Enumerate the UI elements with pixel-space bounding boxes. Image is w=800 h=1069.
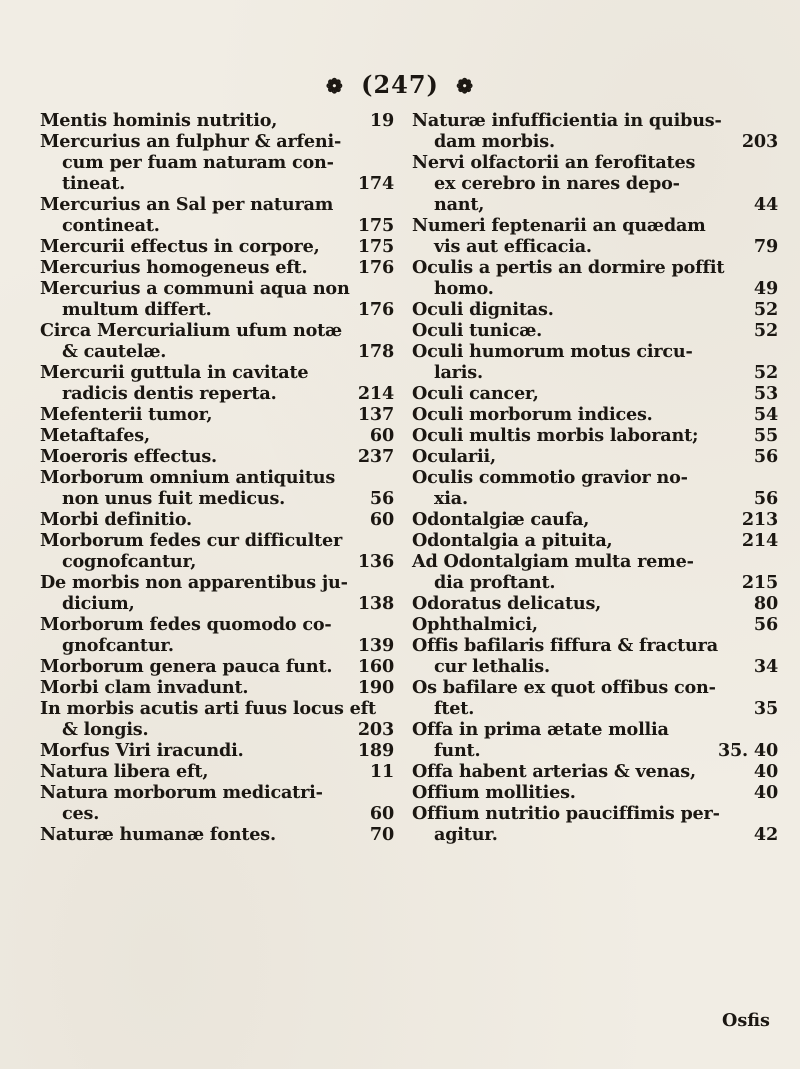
index-entry-text: ftet. [434, 698, 475, 719]
index-entry-text: Offis bafilaris fiffura & fractura [412, 635, 718, 656]
index-entry-text: radicis dentis reperta. [62, 383, 277, 404]
index-entry-page: 52 [753, 320, 778, 341]
ornament-right-icon: ❁ [456, 74, 475, 98]
index-entry-page: 19 [369, 110, 394, 131]
index-entry-text: Metaftafes, [40, 425, 150, 446]
index-entry-text: Oculi dignitas. [412, 299, 554, 320]
index-entry-text: Morborum genera pauca funt. [40, 656, 333, 677]
index-entry [40, 110, 398, 131]
index-entry-text: Offa habent arterias & venas, [412, 761, 696, 782]
index-entry-page: 40 [753, 782, 778, 803]
index-entry [40, 320, 398, 362]
index-entry-text: Odoratus delicatus, [412, 593, 602, 614]
ornament-left-icon: ❁ [325, 74, 344, 98]
index-entry [40, 740, 398, 761]
index-entry-text: Mentis hominis nutritio, [40, 110, 278, 131]
index-entry-page: 56 [753, 488, 778, 509]
index-entry-page: 214 [741, 530, 778, 551]
index-entry-text: Odontalgiæ caufa, [412, 509, 590, 530]
index-entry [412, 530, 782, 551]
index-entry [40, 782, 398, 824]
index-entry-text: Oculi humorum motus circu- [412, 341, 693, 362]
index-entry-page: 60 [369, 425, 394, 446]
index-entry-text: Naturæ infufficientia in quibus- [412, 110, 722, 131]
index-entry-text: laris. [434, 362, 483, 383]
index-entry [40, 509, 398, 530]
index-entry-page: 70 [369, 824, 394, 845]
index-entry-page: 80 [753, 593, 778, 614]
index-entry [412, 215, 782, 257]
index-entry [40, 656, 398, 677]
index-entry-text: Oculi morborum indices. [412, 404, 653, 425]
index-entry-text: Nervi olfactorii an ferofitates [412, 152, 696, 173]
index-entry-page: 175 [357, 215, 394, 236]
index-entry [40, 530, 398, 572]
index-entry [412, 803, 782, 845]
index-entry-text: Morborum omnium antiquitus [40, 467, 336, 488]
index-entry-text: De morbis non apparentibus ju- [40, 572, 348, 593]
index-entry-text: xia. [434, 488, 468, 509]
index-entry [40, 425, 398, 446]
index-entry [40, 614, 398, 656]
index-entry-text: Morfus Viri iracundi. [40, 740, 244, 761]
index-entry-text: Offium mollities. [412, 782, 576, 803]
index-entry [412, 467, 782, 509]
index-entry-page: 35 [753, 698, 778, 719]
index-entry-text: Numeri feptenarii an quædam [412, 215, 706, 236]
index-entry [412, 782, 782, 803]
index-entry-page: 49 [753, 278, 778, 299]
index-entry-text: ex cerebro in nares depo- [434, 173, 680, 194]
index-entry-text: Naturæ humanæ fontes. [40, 824, 276, 845]
index-entry [412, 425, 782, 446]
index-entry-text: cognofcantur, [62, 551, 197, 572]
index-entry-text: Oculis a pertis an dormire poffit [412, 257, 725, 278]
index-entry-text: Offium nutritio pauciffimis per- [412, 803, 720, 824]
index-entry-page: 137 [357, 404, 394, 425]
index-entry-text: & cautelæ. [62, 341, 167, 362]
index-entry-page: 214 [357, 383, 394, 404]
index-entry-page: 160 [357, 656, 394, 677]
index-entry-page: 174 [357, 173, 394, 194]
index-entry-page: 60 [369, 509, 394, 530]
index-entry-page: 52 [753, 362, 778, 383]
index-entry-page: 213 [741, 509, 778, 530]
index-entry-text: agitur. [434, 824, 498, 845]
page-header [0, 70, 800, 99]
index-entry-text: nant, [434, 194, 485, 215]
index-entry [412, 635, 782, 677]
index-entry-text: Mercurius an Sal per naturam [40, 194, 334, 215]
index-entry-text: tineat. [62, 173, 126, 194]
index-entry [40, 446, 398, 467]
index-entry-page: 237 [357, 446, 394, 467]
index-entry-page: 53 [753, 383, 778, 404]
index-entry-page: 136 [357, 551, 394, 572]
index-entry-page: 190 [357, 677, 394, 698]
index-entry-text: Mercurius an fulphur & arfeni- [40, 131, 342, 152]
index-entry [40, 362, 398, 404]
index-entry [40, 698, 398, 740]
index-entry-text: funt. [434, 740, 481, 761]
index-entry-text: vis aut efficacia. [434, 236, 592, 257]
index-column-right [412, 110, 782, 845]
index-entry-text: ces. [62, 803, 100, 824]
index-entry-text: non unus fuit medicus. [62, 488, 286, 509]
index-entry-page: 176 [357, 299, 394, 320]
index-entry-text: Oculi cancer, [412, 383, 539, 404]
index-entry [40, 572, 398, 614]
index-entry [412, 152, 782, 215]
index-entry-page: 55 [753, 425, 778, 446]
index-entry-page: 60 [369, 803, 394, 824]
index-entry-text: Mercurii guttula in cavitate [40, 362, 309, 383]
index-entry-page: 52 [753, 299, 778, 320]
index-entry-page: 35. 40 [717, 740, 778, 761]
index-entry-text: Odontalgia a pituita, [412, 530, 613, 551]
index-entry [412, 509, 782, 530]
index-entry [412, 719, 782, 761]
index-entry-page: 56 [753, 614, 778, 635]
index-entry-text: Morbi clam invadunt. [40, 677, 249, 698]
index-entry-text: Morbi definitio. [40, 509, 192, 530]
index-entry-text: Natura morborum medicatri- [40, 782, 323, 803]
index-entry-page: 54 [753, 404, 778, 425]
index-entry-text: Oculi tunicæ. [412, 320, 543, 341]
index-entry [40, 467, 398, 509]
index-entry [40, 278, 398, 320]
index-entry-text: Natura libera eft, [40, 761, 209, 782]
index-entry-text: Oculi multis morbis laborant; [412, 425, 699, 446]
index-entry-text: Circa Mercurialium ufum notæ [40, 320, 342, 341]
index-entry [412, 341, 782, 383]
index-entry-page: 203 [357, 719, 394, 740]
index-entry-page: 138 [357, 593, 394, 614]
index-entry-page: 176 [357, 257, 394, 278]
index-entry-page: 11 [369, 761, 394, 782]
index-entry [412, 320, 782, 341]
index-entry-text: Ocularii, [412, 446, 496, 467]
index-entry-page: 44 [753, 194, 778, 215]
index-entry-page: 56 [753, 446, 778, 467]
index-entry-page: 40 [753, 761, 778, 782]
index-entry-page: 178 [357, 341, 394, 362]
index-entry-text: dam morbis. [434, 131, 555, 152]
index-entry-text: homo. [434, 278, 494, 299]
index-column-left [40, 110, 398, 845]
index-entry [40, 194, 398, 236]
index-entry [40, 236, 398, 257]
index-entry-page: 189 [357, 740, 394, 761]
index-entry-page: 175 [357, 236, 394, 257]
index-entry [412, 446, 782, 467]
index-entry-text: Os bafilare ex quot offibus con- [412, 677, 716, 698]
index-entry-text: Moeroris effectus. [40, 446, 217, 467]
index-entry-page: 203 [741, 131, 778, 152]
index-entry-page: 139 [357, 635, 394, 656]
index-entry [40, 404, 398, 425]
index-entry [40, 257, 398, 278]
index-entry-text: & longis. [62, 719, 149, 740]
index-entry [412, 614, 782, 635]
index-entry-text: Offa in prima ætate mollia [412, 719, 669, 740]
index-entry-text: multum differt. [62, 299, 212, 320]
index-entry-text: cur lethalis. [434, 656, 550, 677]
index-entry-text: Morborum fedes cur difficulter [40, 530, 343, 551]
index-entry-text: Ophthalmici, [412, 614, 538, 635]
index-entry-page: 56 [369, 488, 394, 509]
catchword: Osfis [722, 1010, 770, 1031]
index-entry-page: 215 [741, 572, 778, 593]
index-entry-text: Mercurii effectus in corpore, [40, 236, 320, 257]
index-entry [412, 593, 782, 614]
index-entry [412, 299, 782, 320]
index-entry-page: 42 [753, 824, 778, 845]
index-entry-text: dicium, [62, 593, 135, 614]
index-entry [40, 677, 398, 698]
index-entry-text: Mercurius homogeneus eft. [40, 257, 308, 278]
index-entry [40, 824, 398, 845]
index-entry [412, 551, 782, 593]
page-number: (247) [361, 70, 439, 99]
index-entry-page: 79 [753, 236, 778, 257]
index-entry [412, 761, 782, 782]
index-entry-text: Mefenterii tumor, [40, 404, 213, 425]
index-entry [412, 677, 782, 719]
index-entry [412, 257, 782, 299]
index-entry [40, 761, 398, 782]
index-entry-page: 34 [753, 656, 778, 677]
index-entry-text: Mercurius a communi aqua non [40, 278, 350, 299]
index-entry-text: Ad Odontalgiam multa reme- [412, 551, 694, 572]
index-entry [412, 404, 782, 425]
index-entry [40, 131, 398, 194]
index-entry-text: Morborum fedes quomodo co- [40, 614, 332, 635]
index-entry-text: contineat. [62, 215, 160, 236]
index-entry-text: In morbis acutis arti fuus locus eft [40, 698, 376, 719]
index-entry-text: dia proftant. [434, 572, 556, 593]
index-entry-text: cum per fuam naturam con- [62, 152, 334, 173]
index-entry-text: gnofcantur. [62, 635, 174, 656]
index-entry [412, 110, 782, 152]
index-entry-text: Oculis commotio gravior no- [412, 467, 688, 488]
index-entry [412, 383, 782, 404]
